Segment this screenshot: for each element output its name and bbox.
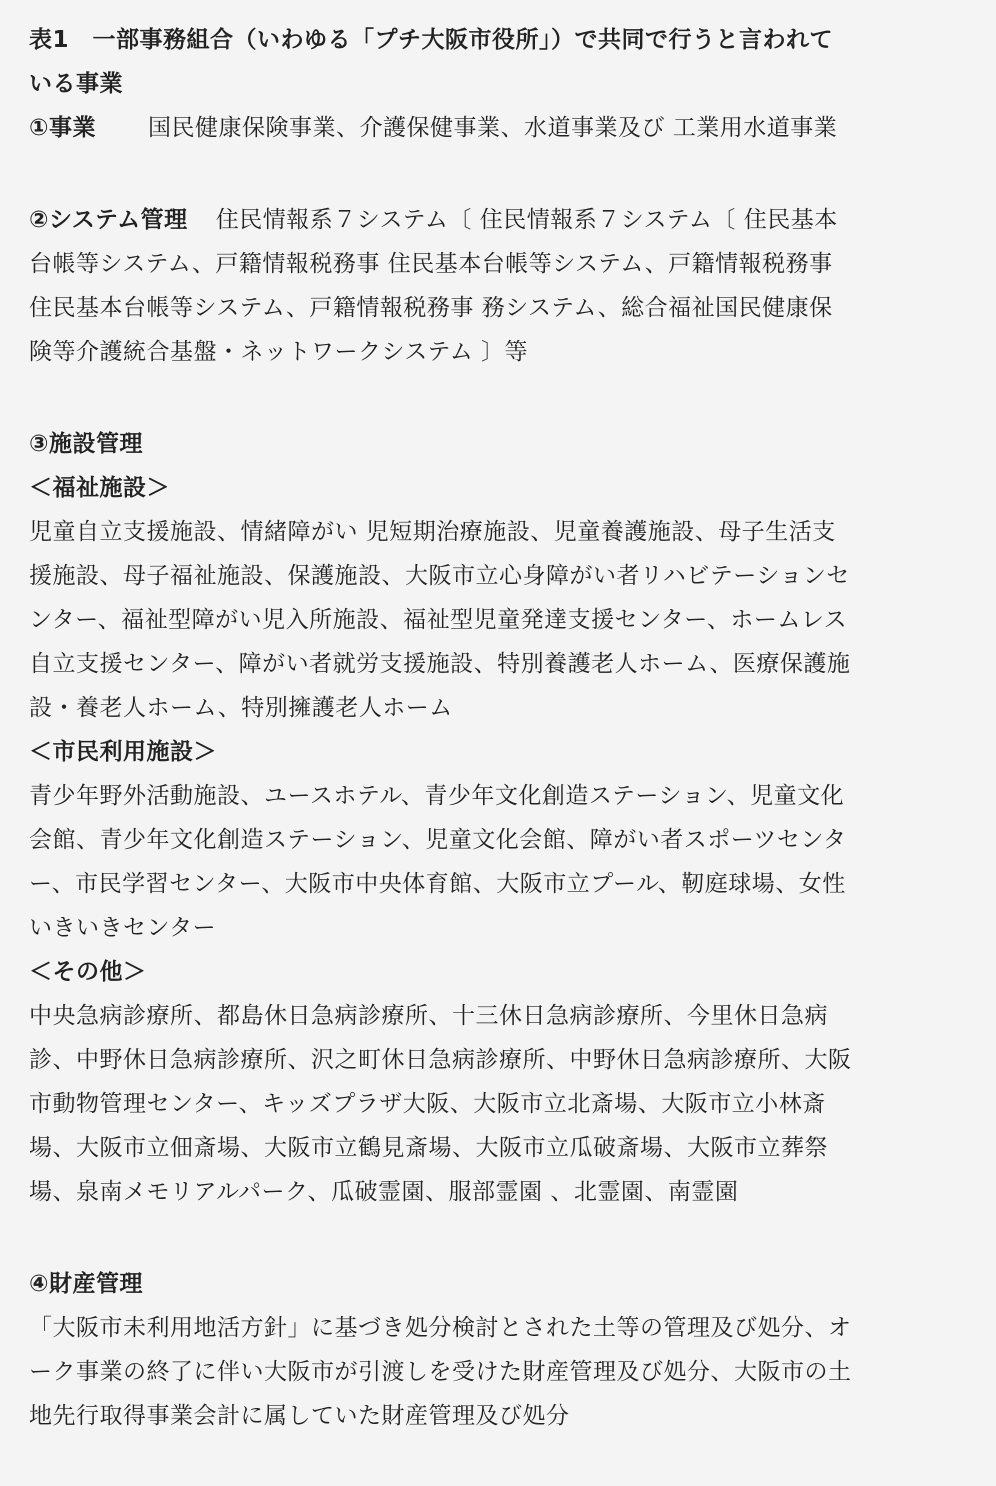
- section-system-line: 険等介護統合基盤・ネットワークシステム 〕等: [29, 339, 529, 365]
- section-system-label: ②システム管理: [29, 207, 188, 233]
- other-facilities-heading: ＜その他＞: [29, 959, 147, 985]
- other-facilities-line: 中央急病診療所、都島休日急病診療所、十三休日急病診療所、今里休日急病: [29, 1003, 828, 1029]
- welfare-facilities-line: 児童自立支援施設、情緒障がい 児短期治療施設、児童養護施設、母子生活支: [29, 519, 836, 545]
- welfare-facilities-line: 援施設、母子福祉施設、保護施設、大阪市立心身障がい者リハビテーションセ: [29, 563, 850, 589]
- section-property-line: 「大阪市未利用地活方針」に基づき処分検討とされた土等の管理及び処分、オ: [29, 1315, 852, 1341]
- document-page: [29, 18, 959, 1438]
- section-system-first-line: [29, 198, 959, 242]
- welfare-facilities-line: 自立支援センター、障がい者就労支援施設、特別養護老人ホーム、医療保護施: [29, 651, 851, 677]
- citizen-facilities-heading: ＜市民利用施設＞: [29, 739, 217, 765]
- section-system-line: 住民基本台帳等システム、戸籍情報税務事 務システム、総合福祉国民健康保: [29, 295, 833, 321]
- section-business-label: ①事業: [29, 115, 96, 141]
- welfare-facilities-line: ンター、福祉型障がい児入所施設、福祉型児童発達支援センター、ホームレス: [29, 607, 848, 633]
- citizen-facilities-line: 会館、青少年文化創造ステーション、児童文化会館、障がい者スポーツセンタ: [29, 827, 847, 853]
- citizen-facilities-line: 青少年野外活動施設、ユースホテル、青少年文化創造ステーション、児童文化: [29, 783, 845, 809]
- section-business-text: 国民健康保険事業、介護保健事業、水道事業及び 工業用水道事業: [147, 115, 838, 141]
- section-business: [29, 106, 959, 150]
- citizen-facilities-line: いきいきセンター: [29, 915, 217, 941]
- other-facilities-line: 市動物管理センター、キッズプラザ大阪、大阪市立北斎場、大阪市立小林斎: [29, 1091, 826, 1117]
- table-title-line-2: いる事業: [29, 71, 123, 97]
- section-system-text: 住民情報系７システム〔 住民情報系７システム〔 住民基本: [215, 207, 838, 233]
- other-facilities-line: 場、大阪市立佃斎場、大阪市立鶴見斎場、大阪市立瓜破斎場、大阪市立葬祭: [29, 1135, 828, 1161]
- section-property-line: 地先行取得事業会計に属していた財産管理及び処分: [29, 1403, 570, 1429]
- table-title-line-1: 表1 一部事務組合（いわゆる「プチ大阪市役所」）で共同で行うと言われて: [29, 27, 834, 53]
- section-system-line: 台帳等システム、戸籍情報税務事 住民基本台帳等システム、戸籍情報税務事: [29, 251, 833, 277]
- other-facilities-line: 場、泉南メモリアルパーク、瓜破霊園、服部霊園 、北霊園、南霊園: [29, 1179, 739, 1205]
- section-facilities-label: ③施設管理: [29, 431, 143, 457]
- other-facilities-line: 診、中野休日急病診療所、沢之町休日急病診療所、中野休日急病診療所、大阪: [29, 1047, 852, 1073]
- welfare-facilities-line: 設・養老人ホーム、特別擁護老人ホーム: [29, 695, 453, 721]
- citizen-facilities-line: ー、市民学習センター、大阪市中央体育館、大阪市立プール、靭庭球場、女性: [29, 871, 846, 897]
- welfare-facilities-heading: ＜福祉施設＞: [29, 475, 170, 501]
- section-property-line: ーク事業の終了に伴い大阪市が引渡しを受けた財産管理及び処分、大阪市の土: [29, 1359, 852, 1385]
- section-property-label: ④財産管理: [29, 1271, 143, 1297]
